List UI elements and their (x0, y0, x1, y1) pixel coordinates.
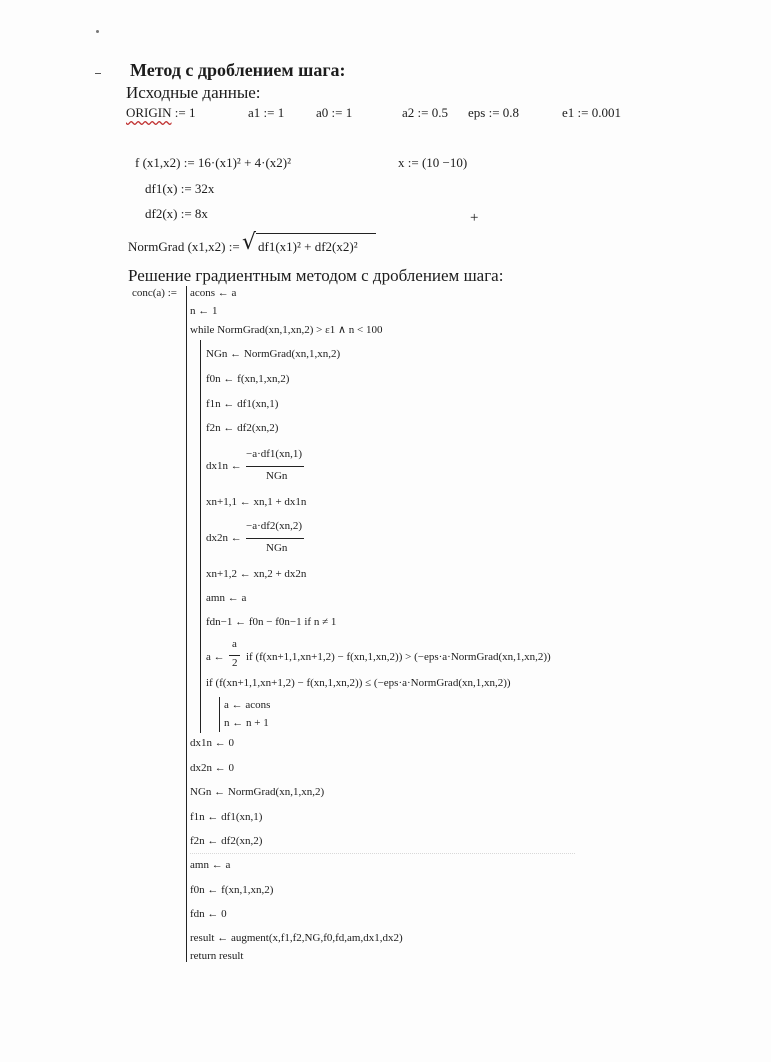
scan-speck (96, 30, 99, 33)
def-normgrad-rhs: df1(x1)² + df2(x2)² (258, 239, 358, 254)
def-normgrad-lhs: NormGrad (x1,x2) := (128, 239, 240, 254)
line-if-cond: if (f(xn+1,1,xn+1,2) − f(xn,1,xn,2)) ≤ (−eps·a·NormGrad(xn,1,xn,2)) (206, 677, 511, 689)
param-e1: e1 := 0.001 (562, 105, 621, 120)
param-origin: ORIGIN := 1 (126, 105, 196, 120)
line-dx2-den: NGn (266, 542, 288, 554)
line-dx2-num: −a·df2(xn,2) (246, 520, 302, 532)
line-dx1-num: −a·df1(xn,1) (246, 448, 302, 460)
def-df1: df1(x) := 32x (145, 181, 215, 196)
line-acons: acons ← a (190, 287, 237, 299)
def-x: x := (10 −10) (398, 155, 468, 170)
line-ng-final: NGn ← NormGrad(xn,1,xn,2) (190, 786, 325, 798)
program-bar-outer (186, 286, 187, 962)
line-a-cond: if (f(xn+1,1,xn+1,2) − f(xn,1,xn,2)) > (−eps·a·NormGrad(xn,1,xn,2)) (246, 651, 551, 663)
param-eps: eps := 0.8 (468, 105, 520, 120)
param-a1: a1 := 1 (248, 105, 285, 120)
line-am: amn ← a (206, 592, 247, 604)
def-f: f (x1,x2) := 16·(x1)² + 4·(x2)² (135, 155, 292, 170)
line-dx2-zero: dx2n ← 0 (190, 762, 234, 774)
line-f2: f2n ← df2(xn,2) (206, 422, 279, 434)
sqrt-icon: √ (242, 230, 257, 255)
def-df2: df2(x) := 8x (145, 206, 208, 221)
line-dx1-lhs: dx1n ← (206, 460, 242, 472)
scan-divider (190, 853, 575, 854)
line-f1: f1n ← df1(xn,1) (206, 398, 279, 410)
line-f0: f0n ← f(xn,1,xn,2) (206, 373, 290, 385)
line-n-init: n ← 1 (190, 305, 218, 317)
line-a-den: 2 (232, 657, 238, 669)
line-a-reset: a ← acons (224, 699, 271, 711)
program-bar-while (200, 340, 201, 733)
line-x1-update: xn+1,1 ← xn,1 + dx1n (206, 496, 307, 508)
plus-cursor: + (470, 210, 479, 226)
line-dx1-den: NGn (266, 470, 288, 482)
a-fraction-bar (229, 655, 240, 656)
section-title: Метод с дроблением шага: (130, 60, 346, 80)
line-dx1-zero: dx1n ← 0 (190, 737, 234, 749)
param-a2: a2 := 0.5 (402, 105, 448, 120)
line-x2-update: xn+1,2 ← xn,2 + dx2n (206, 568, 307, 580)
line-a-num: a (232, 638, 237, 650)
dx1-fraction-bar (246, 466, 304, 467)
scan-dash (95, 73, 101, 74)
param-a0: a0 := 1 (316, 105, 353, 120)
line-while: while NormGrad(xn,1,xn,2) > ε1 ∧ n < 100 (190, 324, 383, 336)
dx2-fraction-bar (246, 538, 304, 539)
line-return: return result (190, 950, 244, 962)
program-header: conc(a) := (132, 287, 177, 299)
line-result: result ← augment(x,f1,f2,NG,f0,fd,am,dx1,dx2) (190, 932, 403, 944)
line-a-lhs: a ← (206, 651, 225, 663)
program-bar-if (219, 697, 220, 732)
line-f0-final: f0n ← f(xn,1,xn,2) (190, 884, 274, 896)
line-fd: fdn−1 ← f0n − f0n−1 if n ≠ 1 (206, 616, 337, 628)
line-dx2-lhs: dx2n ← (206, 532, 242, 544)
line-n-increment: n ← n + 1 (224, 717, 269, 729)
line-fd-final: fdn ← 0 (190, 908, 227, 920)
line-f1-final: f1n ← df1(xn,1) (190, 811, 263, 823)
sqrt-overbar (256, 233, 376, 234)
line-f2-final: f2n ← df2(xn,2) (190, 835, 263, 847)
solution-heading: Решение градиентным методом с дроблением шага: (128, 266, 504, 285)
line-am-final: amn ← a (190, 859, 231, 871)
inputs-heading: Исходные данные: (126, 83, 261, 102)
line-ng: NGn ← NormGrad(xn,1,xn,2) (206, 348, 341, 360)
